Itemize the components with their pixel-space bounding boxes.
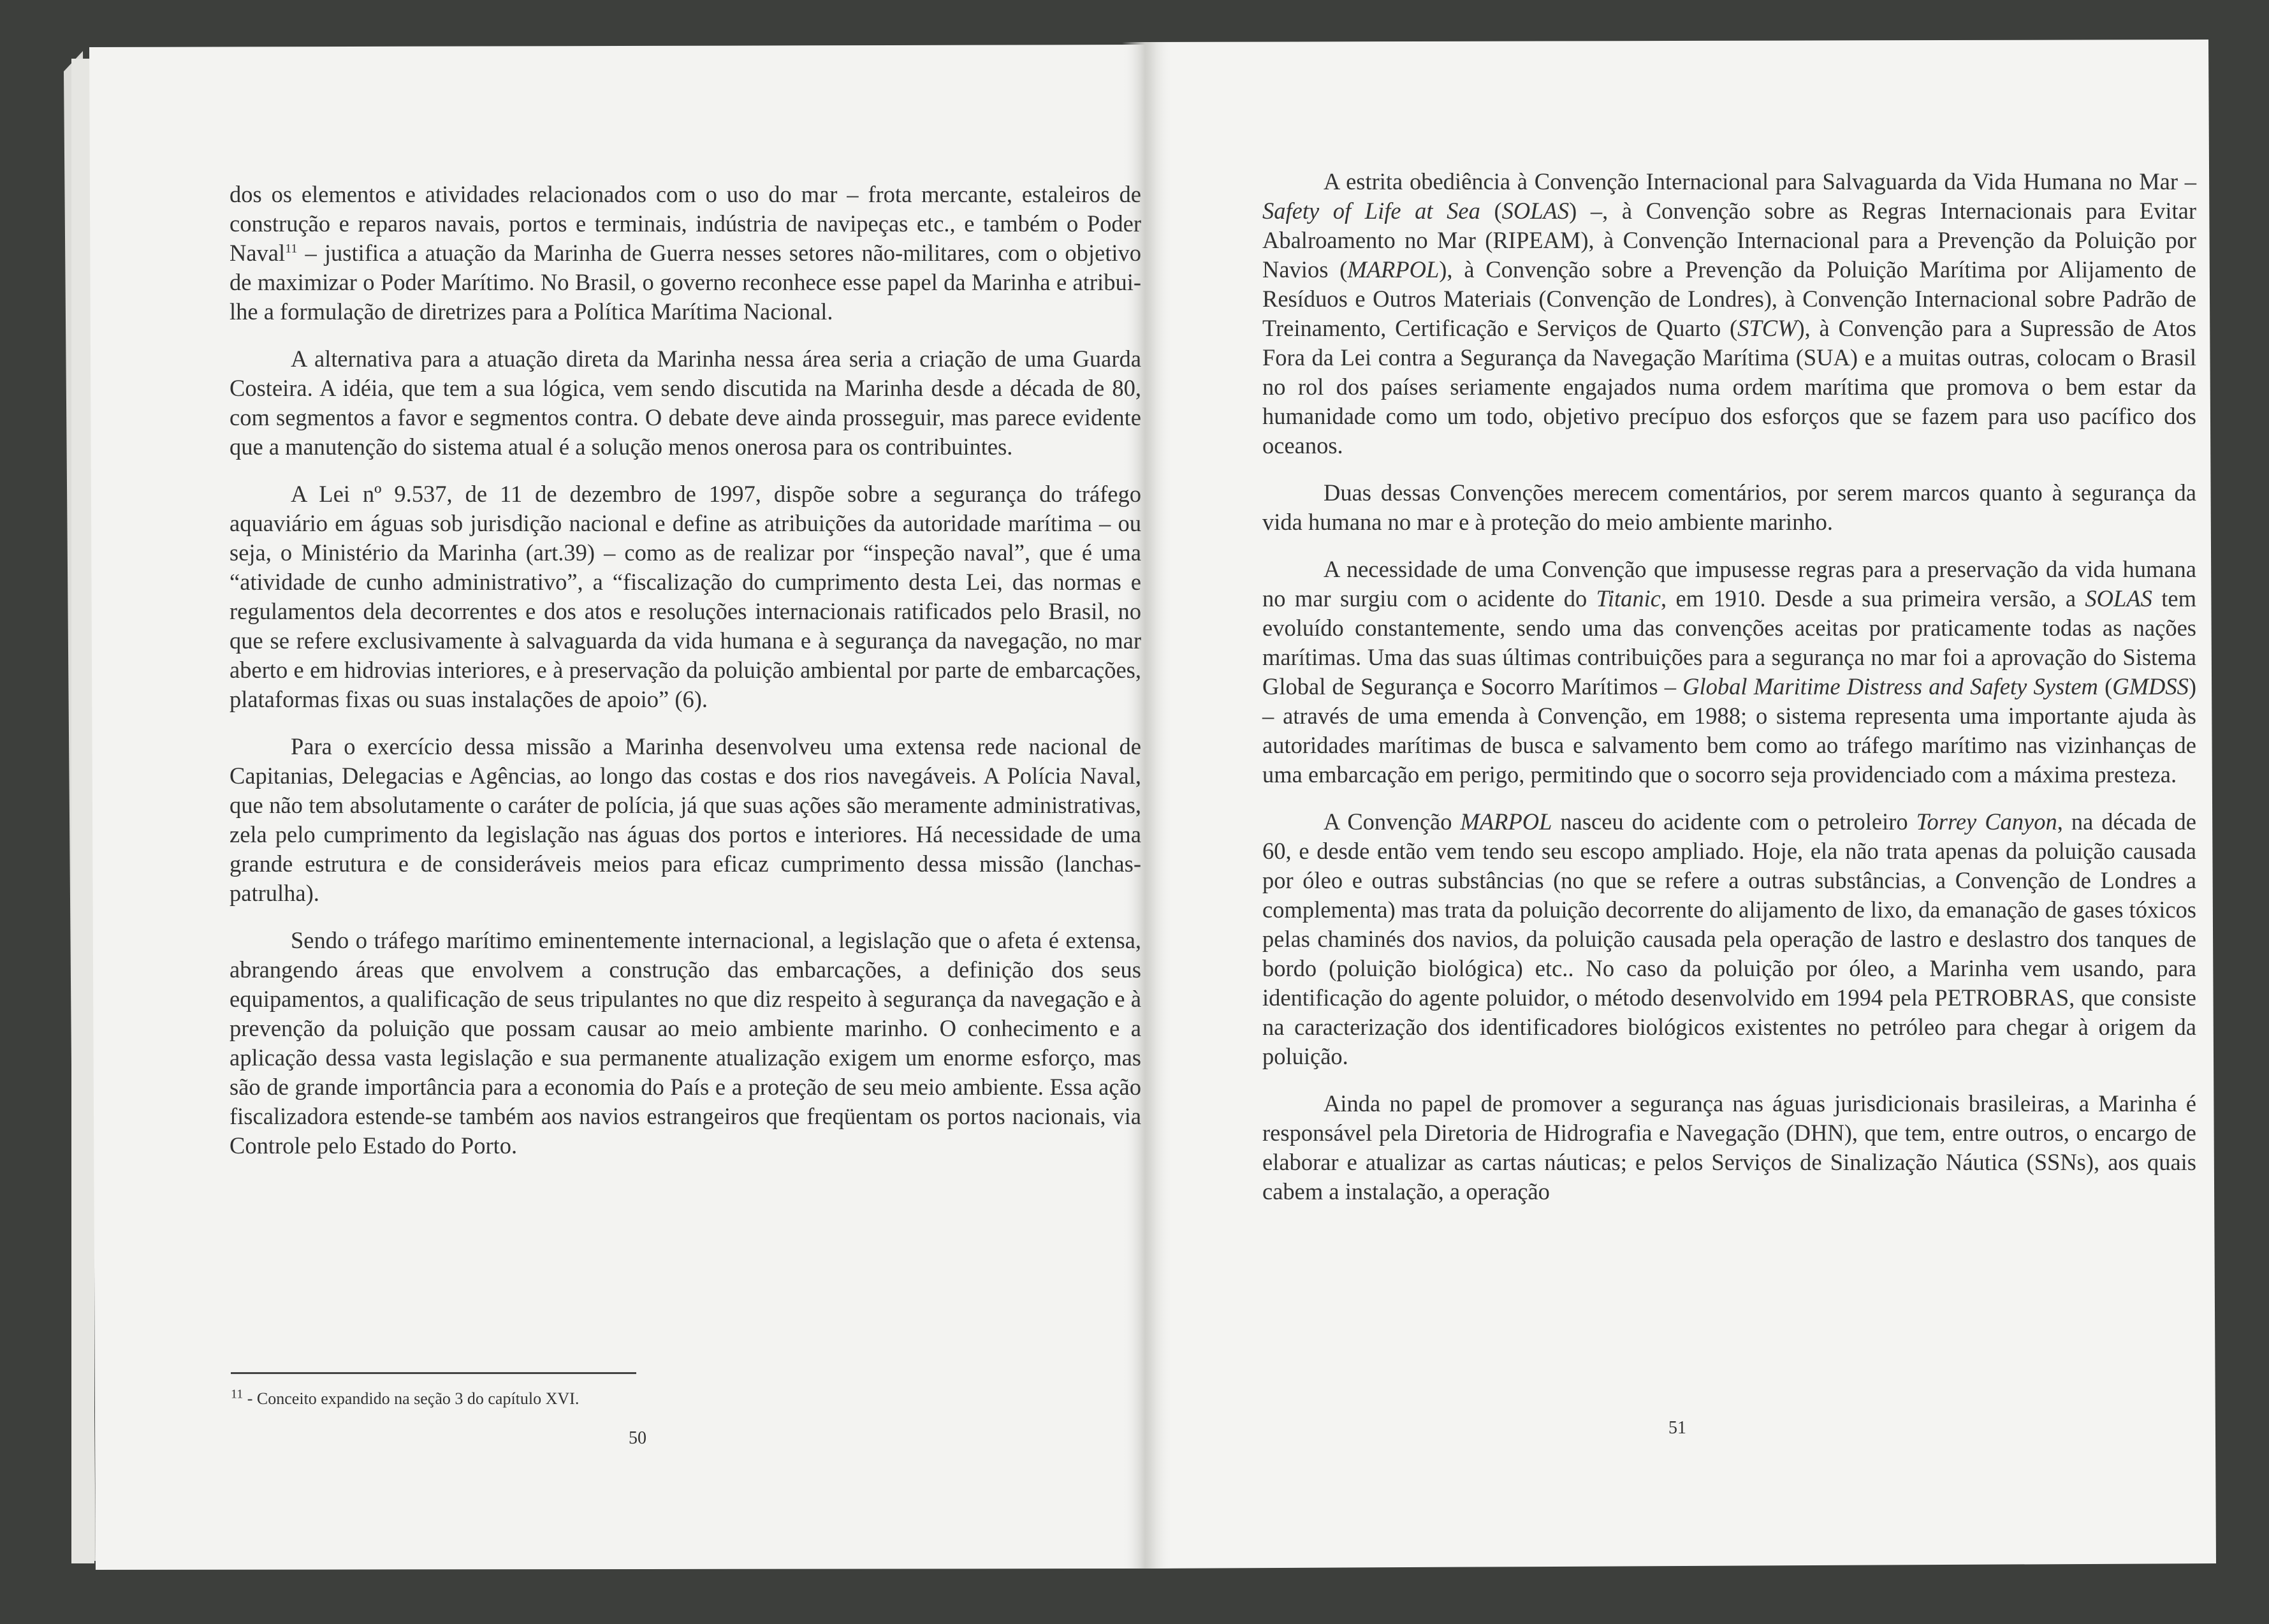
footnote: [231, 1389, 579, 1409]
footnote-text: - Conceito expandido na seção 3 do capítulo XVI.: [243, 1389, 580, 1408]
italic-term: STCW: [1737, 315, 1797, 341]
text-run: ) –, à Convenção sobre as Regras Internacionais para Evitar Abalroamento no Mar (RIPEAM), à Convenção Internacional para a Prevenção da Poluição por Navios (: [1262, 198, 2196, 282]
text-run: – justifica a atuação da Marinha de Guerra nesses setores não-militares, com o objetivo de maximizar o Poder Marítimo. No Brasil, o governo reconhece esse papel da Marinha e atribui-lhe a formulação de diretrizes para a Política Marítima Nacional.: [230, 240, 1141, 325]
text-run: A necessidade de uma Convenção que impusesse regras para a preservação da vida humana no mar surgiu com o acidente do: [1262, 556, 2196, 611]
footnote-rule: [231, 1372, 636, 1374]
italic-term: Safety of Life at Sea: [1262, 198, 1480, 224]
text-run: (: [2098, 673, 2113, 699]
italic-term: SOLAS: [2085, 585, 2152, 611]
text-run: Ainda no papel de promover a segurança nas águas jurisdicionais brasileiras, a Marinha é responsável pela Diretoria de Hidrografia e Navegação (DHN), que tem, entre outros, o encargo de elaborar e atualizar as cartas náuticas; e pelos Serviços de Sinalização Náutica (SSNs), aos quais cabem a instalação, a operação: [1262, 1090, 2196, 1204]
page-number-left: 50: [629, 1428, 646, 1448]
italic-term: Torrey Canyon: [1916, 808, 2057, 835]
text-run: ), à Convenção sobre a Prevenção da Poluição Marítima por Alijamento de Resíduos e Outros Materiais (Convenção de Londres), à Convenção Internacional sobre Padrão de Treinamento, Certificação e Serviços de Quarto (: [1262, 256, 2196, 341]
right-page: [1148, 41, 2214, 1569]
text-run: A Lei nº 9.537, de 11 de dezembro de 1997, dispõe sobre a segurança do tráfego aquaviário em águas sob jurisdição nacional e define as atribuições da autoridade marítima – ou seja, o Ministério da Marinha (art.39) – como as de realizar por “inspeção naval”, que é uma “atividade de cunho administrativo”, a “fiscalização do cumprimento desta Lei, das normas e regulamentos dela decorrentes e dos atos e resoluções internacionais ratificados pelo Brasil, no que se refere exclusivamente à salvaguarda da vida humana e à segurança da navegação, no mar aberto e em hidrovias interiores, e à preservação da poluição ambiental por parte de embarcações, plataformas fixas ou suas instalações de apoio” (6).: [230, 481, 1141, 712]
text-run: dos os elementos e atividades relacionados com o uso do mar – frota mercante, estaleiros de construção e reparos navais, portos e terminais, indústria de navipeças etc., e também o Poder Naval: [230, 181, 1141, 266]
paragraph: [1262, 555, 2196, 789]
italic-term: Global Maritime Distress and Safety System: [1682, 673, 2098, 699]
text-run: A alternativa para a atuação direta da Marinha nessa área seria a criação de uma Guarda Costeira. A idéia, que tem a sua lógica, vem sendo discutida na Marinha desde a década de 80, com segmentos a favor e segmentos contra. O debate deve ainda prosseguir, mas parece evidente que a manutenção do sistema atual é a solução menos onerosa para os contribuintes.: [230, 346, 1141, 460]
left-page-body: [230, 180, 1141, 1178]
paragraph: [230, 479, 1141, 714]
text-run: Para o exercício dessa missão a Marinha desenvolveu uma extensa rede nacional de Capitanias, Delegacias e Agências, ao longo das costas e dos rios navegáveis. A Polícia Naval, que não tem absolutamente o caráter de polícia, já que suas ações são meramente administrativas, zela pelo cumprimento da legislação nas águas dos portos e interiores. Há necessidade de uma grande estrutura e de consideráveis meios para eficaz cumprimento dessa missão (lanchas-patrulha).: [230, 733, 1141, 906]
footnote-marker: 11: [231, 1387, 244, 1401]
italic-term: GMDSS: [2112, 673, 2189, 699]
italic-term: MARPOL: [1347, 256, 1440, 282]
text-run: , na década de 60, e desde então vem tendo seu escopo ampliado. Hoje, ela não trata apenas da poluição causada por óleo e outras substâncias (no que se refere a outras substâncias, a Convenção de Londres a complementa) mas trata da poluição decorrente do alijamento de lixo, da emanação de gases tóxicos pelas chaminés dos navios, da poluição causada pela operação de lastro e deslastro dos tanques de bordo (poluição biológica) etc.. No caso da poluição por óleo, a Marinha vem usando, para identificação do agente poluidor, o método desenvolvido em 1994 pela PETROBRAS, que consiste na caracterização dos identificadores biológicos existentes no petróleo para chegar à origem da poluição.: [1262, 808, 2196, 1069]
page-number-right: 51: [1668, 1418, 1686, 1438]
left-page: [89, 45, 1148, 1569]
text-run: tem evoluído constantemente, sendo uma das convenções aceitas por praticamente todas as nações marítimas. Uma das suas últimas contribuições para a segurança no mar foi a aprovação do Sistema Global de Segurança e Socorro Marítimos –: [1262, 585, 2196, 699]
paragraph: [1262, 478, 2196, 537]
italic-term: Titanic: [1596, 585, 1661, 611]
paragraph: [1262, 807, 2196, 1071]
text-run: , em 1910. Desde a sua primeira versão, a: [1661, 585, 2085, 611]
right-page-body: [1262, 167, 2196, 1224]
italic-term: MARPOL: [1460, 808, 1552, 835]
paragraph: [230, 344, 1141, 462]
text-run: A estrita obediência à Convenção Internacional para Salvaguarda da Vida Humana no Mar –: [1324, 168, 2196, 194]
paragraph: [230, 180, 1141, 326]
text-run: Sendo o tráfego marítimo eminentemente internacional, a legislação que o afeta é extensa, abrangendo áreas que envolvem a construção das embarcações, a definição dos seus equipamentos, a qualificação de seus tripulantes no que diz respeito à segurança da navegação e à prevenção da poluição que possam causar ao meio ambiente marinho. O conhecimento e a aplicação dessa vasta legislação e sua permanente atualização exigem um enorme esforço, mas são de grande importância para a economia do País e a proteção de seu meio ambiente. Essa ação fiscalizadora estende-se também aos navios estrangeiros que freqüentam os portos nacionais, via Controle pelo Estado do Porto.: [230, 927, 1141, 1159]
paragraph: [230, 732, 1141, 908]
text-run: (: [1480, 198, 1502, 224]
italic-term: SOLAS: [1501, 198, 1570, 224]
text-run: Duas dessas Convenções merecem comentários, por serem marcos quanto à segurança da vida humana no mar e à proteção do meio ambiente marinho.: [1262, 479, 2196, 535]
text-run: ) – através de uma emenda à Convenção, em 1988; o sistema representa uma importante ajuda às autoridades marítimas de busca e salvamento bem como ao tráfego marítimo nas vizinhanças de uma embarcação em perigo, permitindo que o socorro seja providenciado com a máxima presteza.: [1262, 673, 2197, 787]
text-run: ), à Convenção para a Supressão de Atos Fora da Lei contra a Segurança da Navegação Marítima (SUA) e a muitas outras, colocam o Brasil no rol dos países seriamente engajados numa ordem marítima que promova o bem estar da humanidade como um todo, objetivo precípuo dos esforços que se fazem para uso pacífico dos oceanos.: [1262, 315, 2196, 458]
paragraph: [230, 926, 1141, 1160]
text-run: A Convenção: [1324, 808, 1461, 835]
paragraph: [1262, 1089, 2196, 1206]
text-run: nasceu do acidente com o petroleiro: [1552, 808, 1916, 835]
footnote-reference: 11: [285, 241, 298, 256]
paragraph: [1262, 167, 2196, 460]
